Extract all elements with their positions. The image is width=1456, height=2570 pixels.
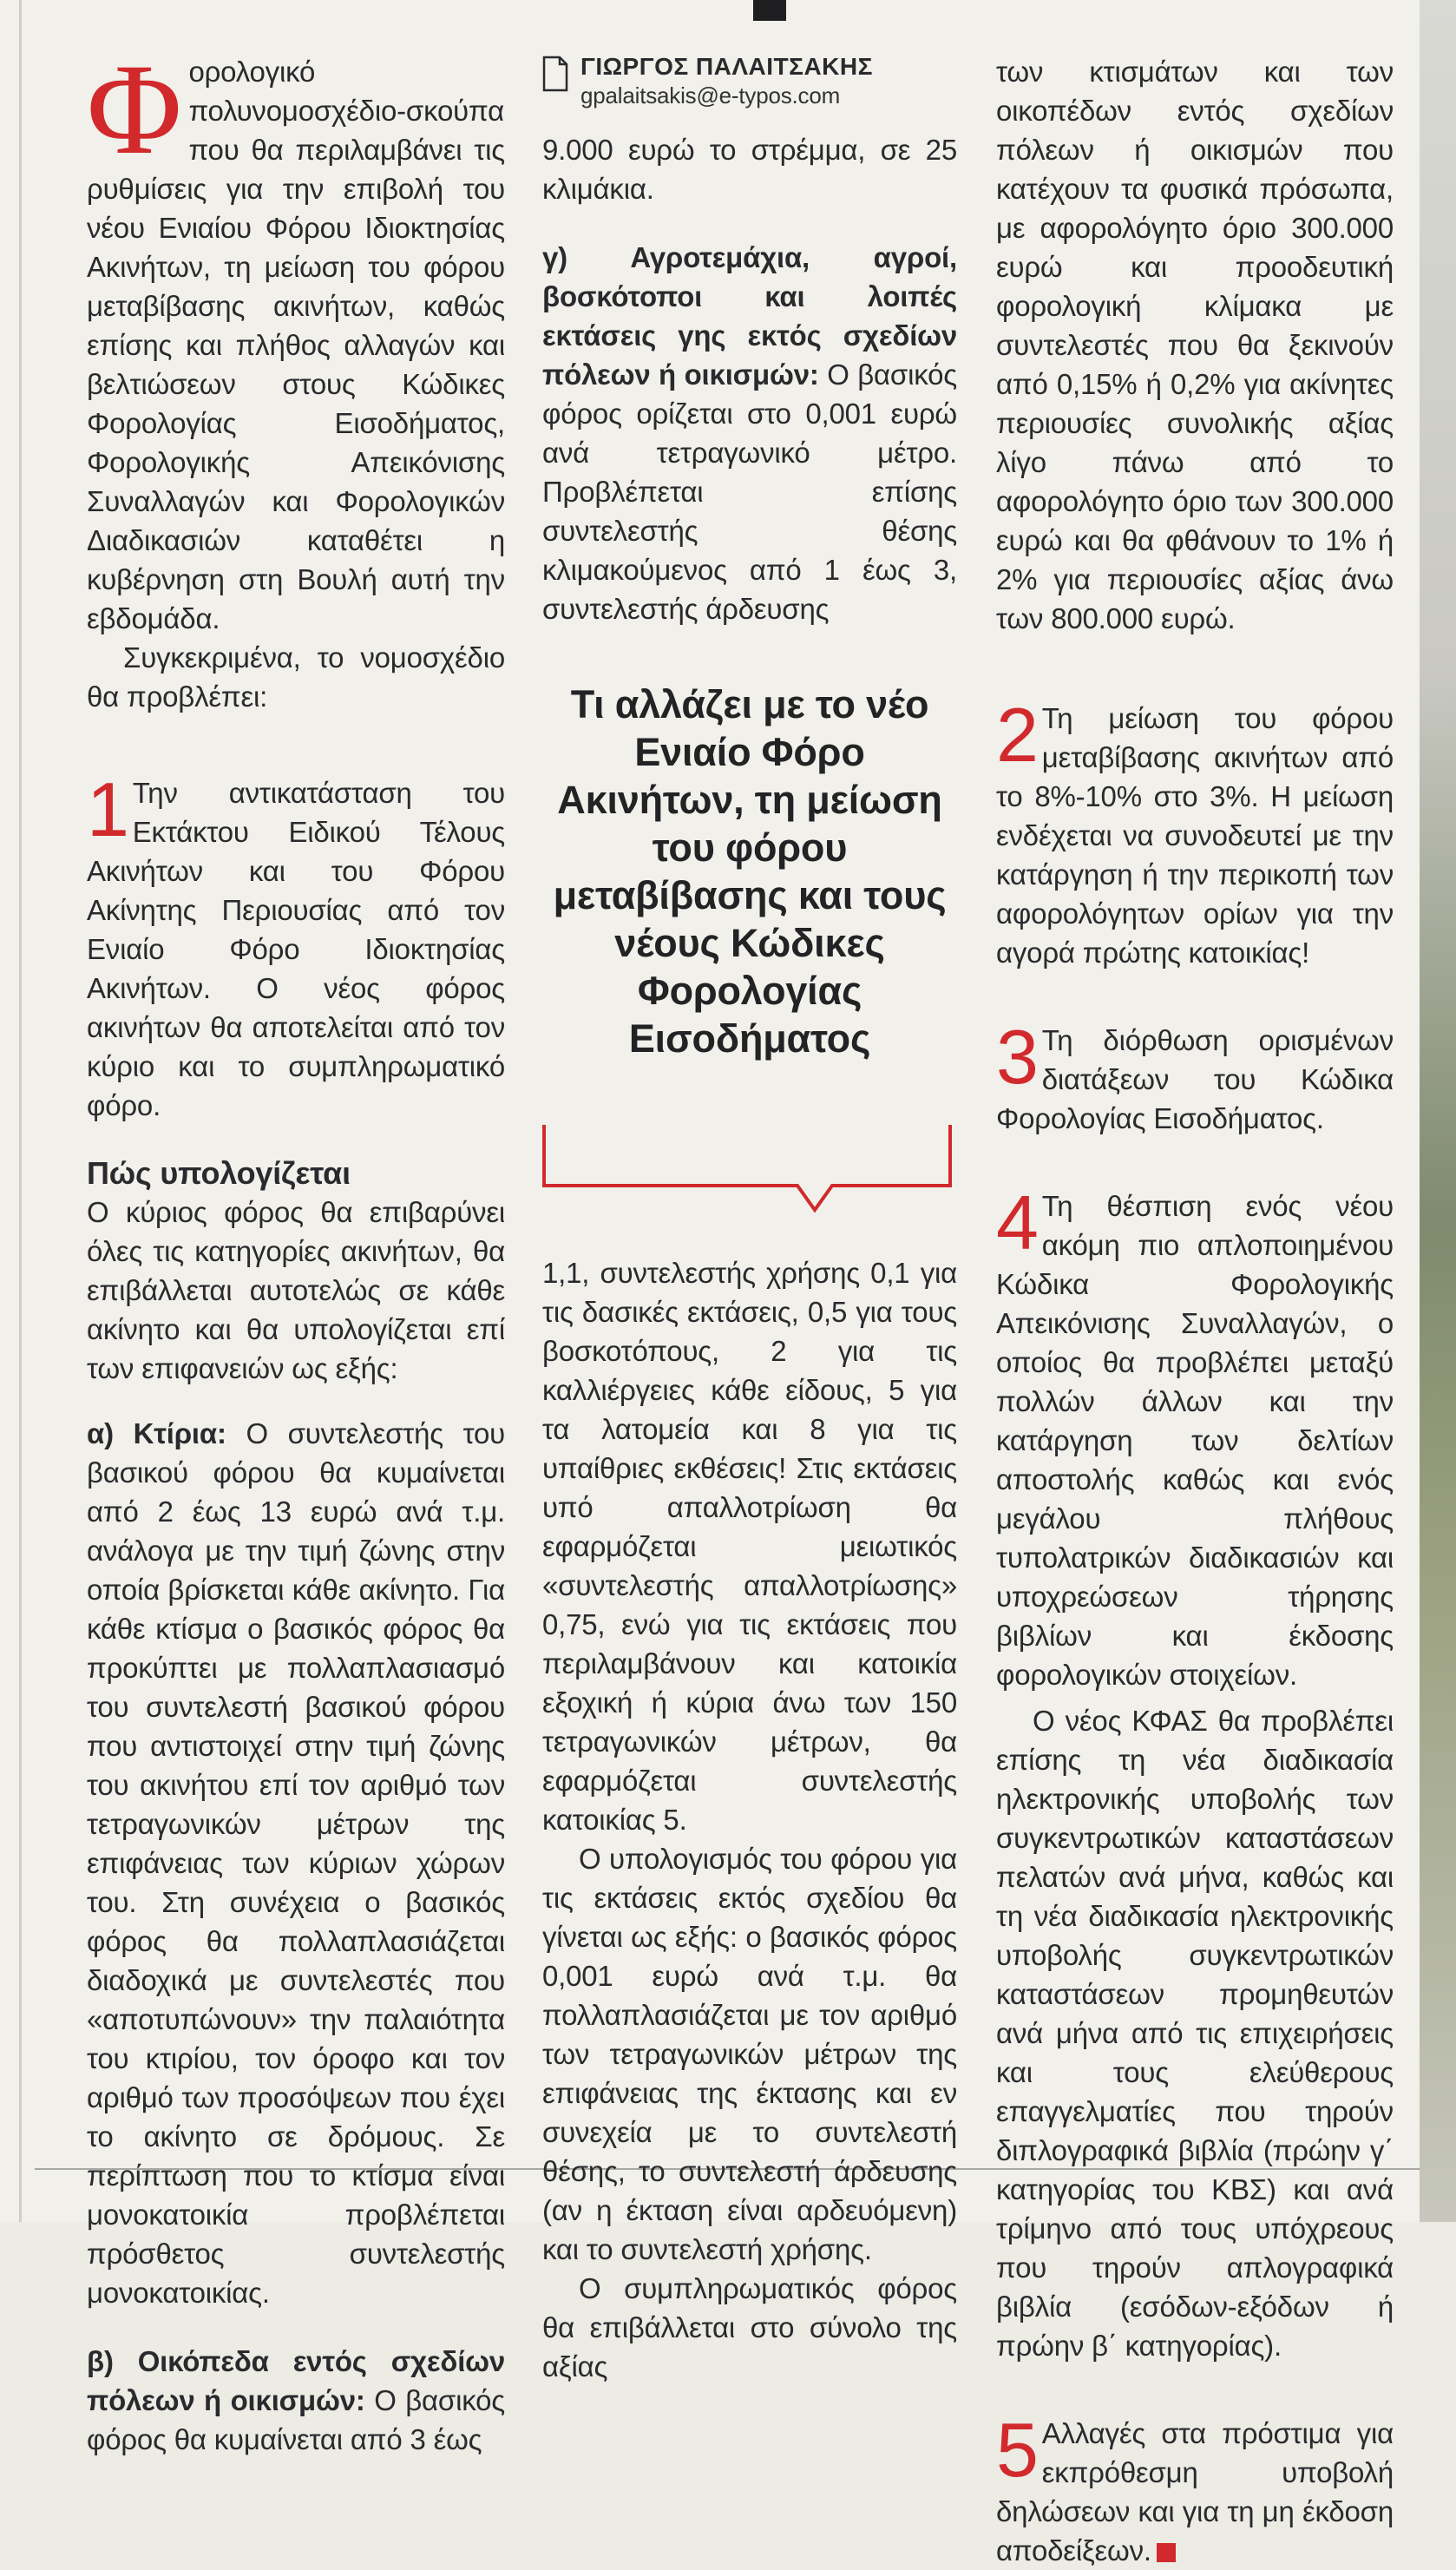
list-item-3: 3 Τη διόρθωση ορισμένων διατάξεων του Κώδικα Φορολογίας Εισοδήματος. [996,1014,1394,1134]
author-name: ΓΙΩΡΓΟΣ ΠΑΛΑΙΤΣΑΚΗΣ [580,53,873,80]
calc-paragraph: Ο κύριος φόρος θα επιβαρύνει όλες τις κατηγορίες ακινήτων, θα επιβάλλεται αυτοτελώς σε κάθε ακίνητο και θα υπολογίζεται επί των επιφανειών ως εξής: [87,1196,505,1384]
drop-cap: Φ [87,37,182,181]
supplementary-continued: των κτισμάτων και των οικοπέδων εντός σχεδίων πόλεων ή οικισμών που κατέχουν τα φυσικά πρόσωπα, με αφορολόγητο όριο 300.000 ευρώ και προοδευτική φορολογική κλίμακα με συντελεστές που θα ξεκινούν από 0,15% ή 0,2% για ακίνητες περιουσίες συνολικής αξίας λίγο πάνω από το αφορολόγητο όριο των 300.000 ευρώ και θα φθάνουν το 1% ή 2% για περιουσίες αξίας άνω των 800.000 ευρώ. [996,56,1394,634]
list-item-4: 4 Τη θέσπιση ενός νέου ακόμη πιο απλοποιημένου Κώδικα Φορολογικής Απεικόνισης Συναλλαγών, ο οποίος θα προβλέπει μεταξύ πολλών άλλων και την κατάργηση των δελτίων αποστολής καθώς και ενός μεγάλου πλήθους τυπολατρικών διαδικασιών και υποχρεώσεων τήρησης βιβλίων και έκδοσης φορολογικών στοιχείων. [996,1180,1394,1691]
pull-quote-bracket [537,1108,962,1229]
end-mark-icon [1157,2543,1176,2562]
list-item-5: 5 Αλλαγές στα πρόστιμα για εκπρόθεσμη υποβολή δηλώσεων και για τη μη έκδοση αποδείξεων. [996,2407,1394,2567]
buildings-paragraph: α) Κτίρια: Ο συντελεστής του βασικού φόρου θα κυμαίνεται από 2 έως 13 ευρώ ανά τ.μ. ανάλογα με την τιμή ζώνης στην οποία βρίσκεται κάθε ακίνητο. Για κάθε κτίσμα ο βασικός φόρος θα προκύπτει με πολλαπλασιασμό του συντελεστή βασικού φόρου που αντιστοιχεί στην τιμή ζώνης του ακινήτου επί τον αριθμό των τετραγωνικών μέτρων της επιφάνειας των κύριων χώρων του. Στη συνέχεια ο βασικός φόρος θα πολλαπλασιάζεται διαδοχικά με συντελεστές που «αποτυπώνουν» την παλαιότητα του κτιρίου, τον όροφο και τον αριθμό των προσόψεων που έχει το ακίνητο σε δρόμους. Σε περίπτωση που το κτίσμα είναι μονοκατοικία προβλέπεται πρόσθετος συντελεστής μονοκατοικίας. [87,1417,505,2309]
list-item-2: 2 Τη μείωση του φόρου μεταβίβασης ακινήτων από το 8%-10% στο 3%. Η μείωση ενδέχεται να συνοδευτεί με την κατάργηση ή την περικοπή των αφορολόγητων ορίων για την αγορά πρώτης κατοικίας! [996,692,1394,969]
author-email[interactable]: gpalaitsakis@e-typos.com [580,82,841,108]
plots-paragraph: β) Οικόπεδα εντός σχεδίων πόλεων ή οικισμών: Ο βασικός φόρος θα κυμαίνεται από 3 έως [87,2345,505,2455]
plots-continued: 9.000 ευρώ το στρέμμα, σε 25 κλιμάκια. [542,134,957,205]
outside-plan-paragraph: Ο υπολογισμός του φόρου για τις εκτάσεις εκτός σχεδίου θα γίνεται ως εξής: ο βασικός φόρος 0,001 ευρώ ανά τ.μ. θα πολλαπλασιάζεται με τον αριθμό των τετραγωνικών μέτρων της επιφάνειας της έκτασης και εν συνεχεία με το συντελεστή θέσης, το συντελεστή άρδευσης (αν η έκταση είναι αρδευόμενη) και το συντελεστή χρήσης. [542,1843,957,2265]
item-number-3: 3 [996,1014,1039,1100]
column-3 [996,52,1394,2570]
list-item-1: 1 Την αντικατάσταση του Εκτάκτου Ειδικού Τέλους Ακινήτων και του Φόρου Ακίνητης Περιουσίας από τον Ενιαίο Φόρο Ιδιοκτησίας Ακινήτων. Ο νέος φόρος ακινήτων θα αποτελείται από τον κύριο και το συμπληρωματικό φόρο. [87,766,505,1121]
intro-paragraph-2: Συγκεκριμένα, το νομοσχέδιο θα προβλέπει: [87,641,505,713]
kfas-paragraph: Ο νέος ΚΦΑΣ θα προβλέπει επίσης τη νέα διαδικασία ηλεκτρονικής υποβολής των συγκεντρωτικών καταστάσεων πελατών ανά μήνα, καθώς και τη νέα διαδικασία ηλεκτρονικής υποβολής συγκεντρωτικών καταστάσεων προμηθευτών ανά μήνα από τις επιχειρήσεις και τους ελεύθερους επαγγελματίες που τηρούν διπλογραφικά βιβλία (πρώην γ΄ κατηγορίας του ΚΒΣ) και ανά τρίμηνο από τους υπόχρεους που τηρούν απλογραφικά βιβλία (εσόδων-εξόδων ή πρώην β΄ κατηγορίας). [996,1705,1394,2362]
item-number-5: 5 [996,2407,1039,2493]
column-1 [87,37,505,2459]
document-icon [542,56,568,92]
intro-paragraph: Φορολογικό πολυνομοσχέδιο-σκούπα που θα περιλαμβάνει τις ρυθμίσεις για την επιβολή του νέου Ενιαίου Φόρου Ιδιοκτησίας Ακινήτων, τη μείωση του φόρου μεταβίβασης ακινήτων, καθώς επίσης και πλήθος αλλαγών και βελτιώσεων στους Κώδικες Φορολογίας Εισοδήματος, Φορολογικής Απεικόνισης Συναλλαγών και Φορολογικών Διαδικασιών καταθέτει η κυβέρνηση στη Βουλή αυτή την εβδομάδα. [87,37,505,634]
item-number-1: 1 [87,766,129,852]
item-number-2: 2 [996,692,1039,778]
item-number-4: 4 [996,1180,1039,1265]
adjacent-page-strip [1420,0,1456,2222]
left-page-edge [19,0,22,2222]
agricultural-paragraph: γ) Αγροτεμάχια, αγροί, βοσκότοποι και λοιπές εκτάσεις γης εκτός σχεδίων πόλεων ή οικισμών: Ο βασικός φόρος ορίζεται στο 0,001 ευρώ ανά τετραγωνικό μέτρο. Προβλέπεται επίσης συντελεστής θέσης κλιμακούμενος από 1 έως 3, συντελεστής άρδευσης [542,241,957,625]
top-black-tab [753,0,786,21]
pull-quote [542,674,957,1219]
pull-quote-text: Τι αλλάζει με το νέο Ενιαίο Φόρο Ακινήτων, τη μείωση του φόρου μεταβίβασης και τους νέους Κώδικες Φορολογίας Εισοδήματος [553,682,947,1061]
column-2 [542,52,957,2386]
subheading: Πώς υπολογίζεται [87,1155,351,1191]
agricultural-continued: 1,1, συντελεστής χρήσης 0,1 για τις δασικές εκτάσεις, 0,5 για τους βοσκοτόπους, 2 για τις καλλιέργειες κάθε είδους, 5 για τα λατομεία και 8 για τις υπαίθριες εκθέσεις! Στις εκτάσεις υπό απαλλοτρίωση θα εφαρμόζεται μειωτικός «συντελεστής απαλλοτρίωσης» 0,75, ενώ για τις εκτάσεις που περιλαμβάνουν και κατοικία εξοχική ή κύρια άνω των 150 τετραγωνικών μέτρων, θα εφαρμόζεται συντελεστής κατοικίας 5. [542,1257,957,1836]
byline [542,52,957,109]
supplementary-paragraph: Ο συμπληρωματικός φόρος θα επιβάλλεται στο σύνολο της αξίας [542,2272,957,2383]
byline-text [580,52,873,109]
